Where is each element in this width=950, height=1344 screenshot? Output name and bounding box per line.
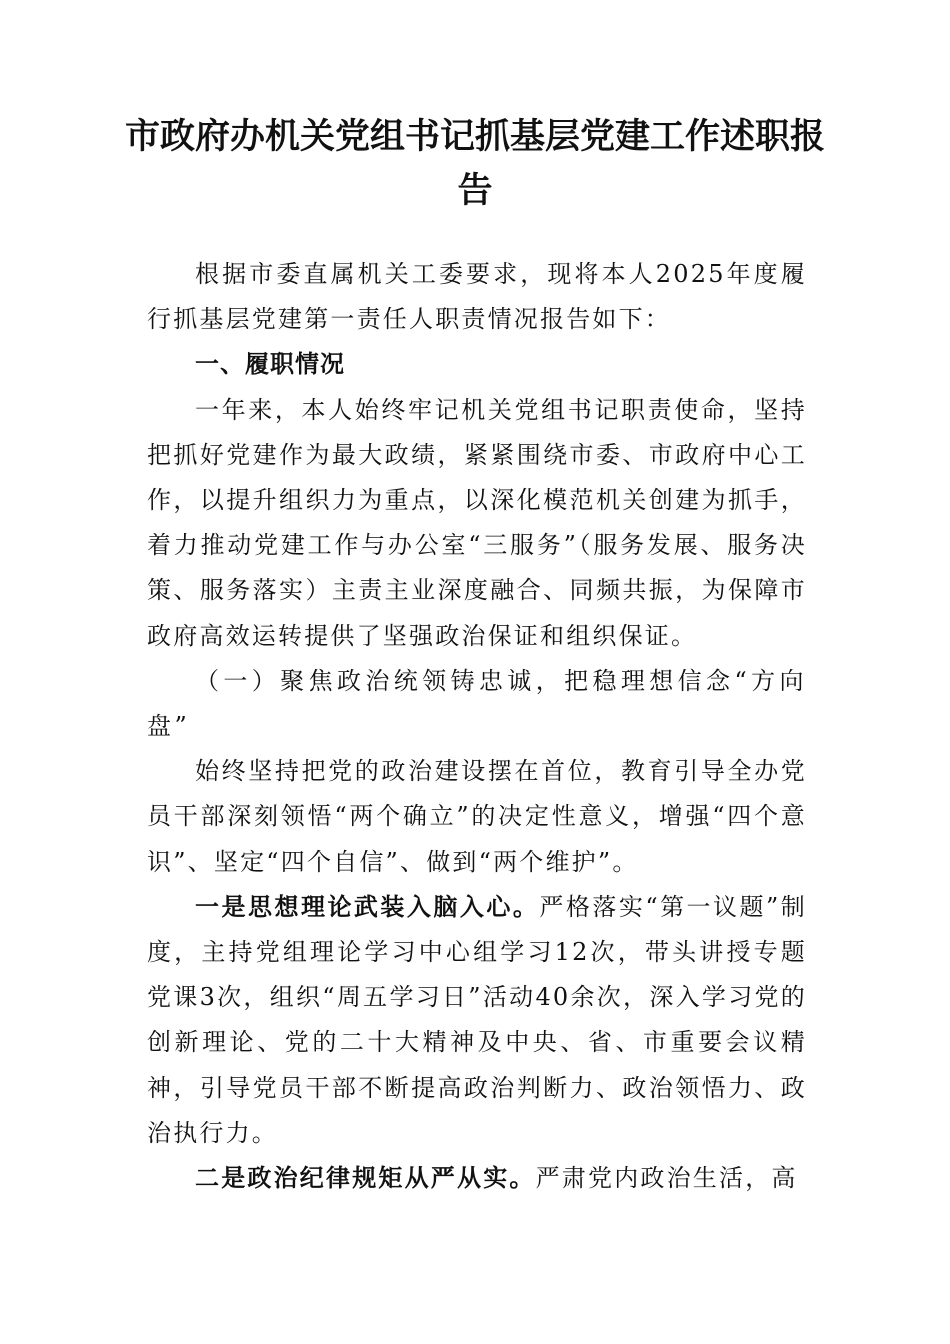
point-paragraph [147,1156,807,1201]
point-text: 严格落实“第一议题”制度，主持党组理论学习中心组学习12次，带头讲授专题党课3次，组织“周五学习日”活动40余次，深入学习党的创新理论、党的二十大精神及中央、省、市重要会议精神，引导党员干部不断提高政治判断力、政治领悟力、政治执行力。 [147,892,807,1147]
intro-paragraph: 根据市委直属机关工委要求，现将本人2025年度履行抓基层党建第一责任人职责情况报告如下： [147,260,807,334]
subsection-heading: （一）聚焦政治统领铸忠诚，把稳理想信念“方向盘” [147,666,807,741]
subsection-paragraph: 始终坚持把党的政治建设摆在首位，教育引导全办党员干部深刻领悟“两个确立”的决定性意义，增强“四个意识”、坚定“四个自信”、做到“两个维护”。 [147,757,807,876]
document-body [147,252,807,1201]
point-text: 严肃党内政治生活，高 [535,1164,798,1193]
point-paragraph [147,885,807,1156]
point-lead: 二是政治纪律规矩从严从实。 [195,1164,536,1193]
point-lead: 一是思想理论武装入脑入心。 [195,892,540,921]
section-paragraph: 一年来，本人始终牢记机关党组书记职责使命，坚持把抓好党建作为最大政绩，紧紧围绕市委、市政府中心工作，以提升组织力为重点，以深化模范机关创建为抓手，着力推动党建工作与办公室“三服务”（服务发展、服务决策、服务落实）主责主业深度融合、同频共振，为保障市政府高效运转提供了坚强政治保证和组织保证。 [147,395,807,650]
document-title: 市政府办机关党组书记抓基层党建工作述职报告 [124,117,825,211]
section-heading: 一、履职情况 [195,350,345,379]
